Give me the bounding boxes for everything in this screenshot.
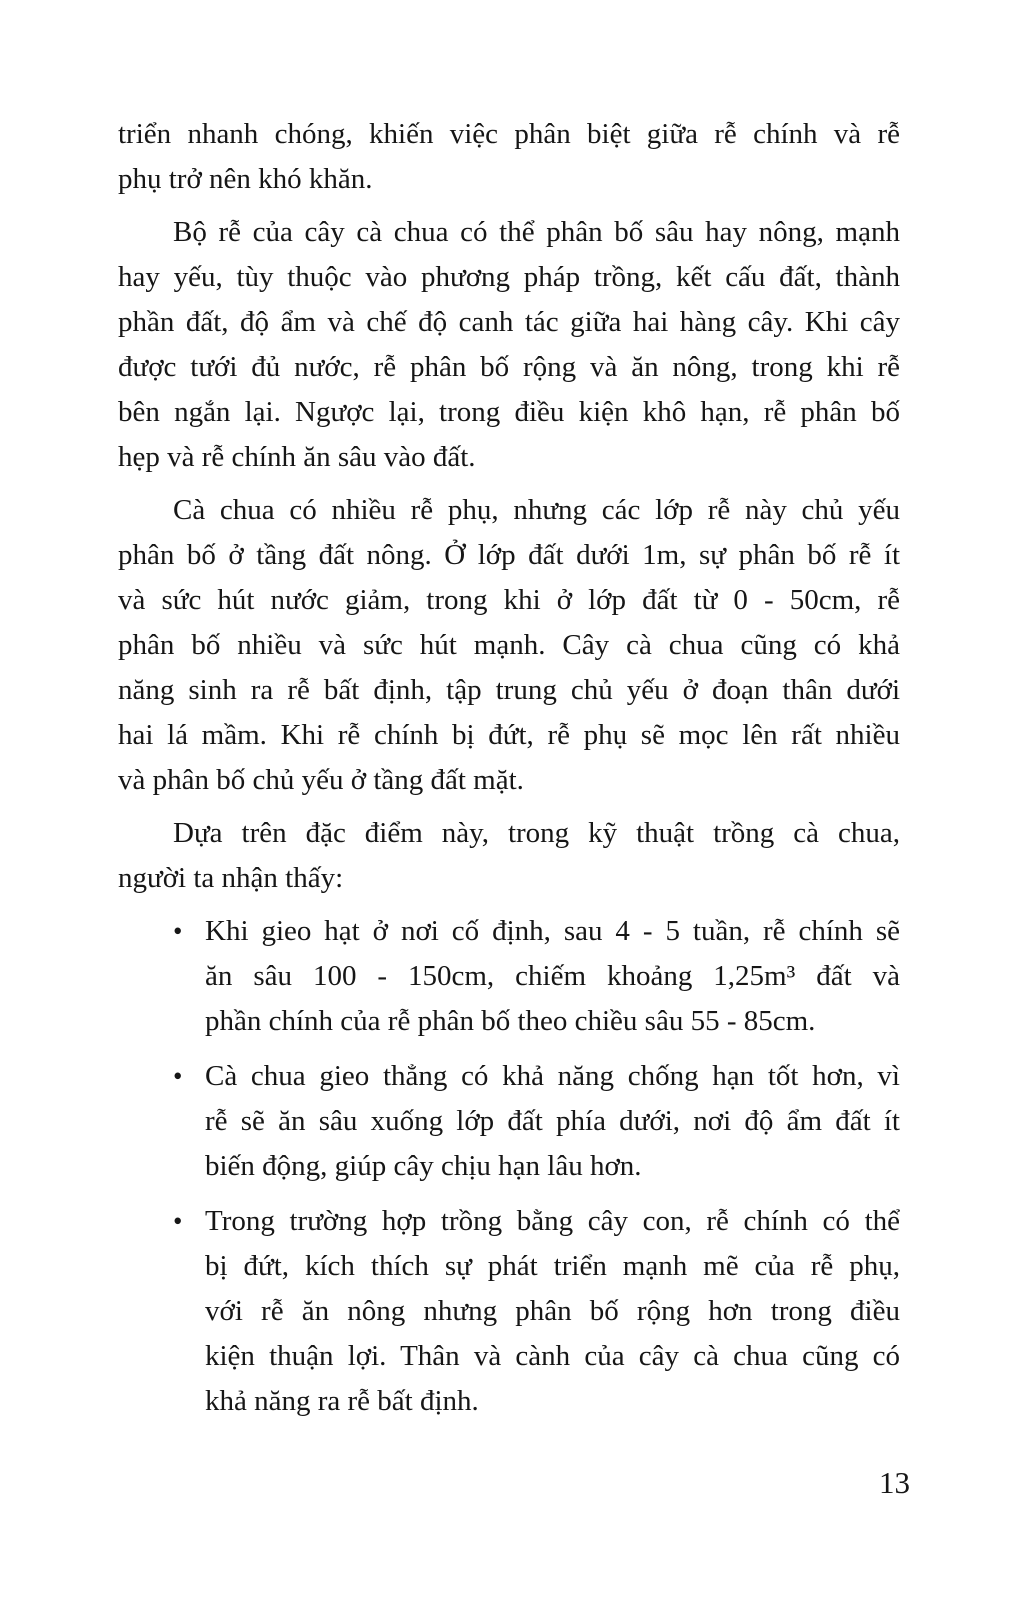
- text-line: và sức hút nước giảm, trong khi ở lớp đất từ 0 - 50cm, rễ: [118, 584, 900, 616]
- bullet-marker-icon: •: [173, 916, 183, 946]
- text-line: kiện thuận lợi. Thân và cành của cây cà chua cũng có: [205, 1340, 900, 1372]
- text-line: phần chính của rễ phân bố theo chiều sâu 55 - 85cm.: [205, 1005, 816, 1037]
- page-number: 13: [879, 1465, 910, 1500]
- text-line: Khi gieo hạt ở nơi cố định, sau 4 - 5 tuần, rễ chính sẽ: [205, 915, 900, 947]
- text-line: Dựa trên đặc điểm này, trong kỹ thuật trồng cà chua,: [173, 817, 900, 849]
- text-line: phụ trở nên khó khăn.: [118, 163, 373, 195]
- bullet-marker-icon: •: [173, 1206, 183, 1236]
- paragraph: [118, 811, 900, 901]
- text-line: ăn sâu 100 - 150cm, chiếm khoảng 1,25m³ đất và: [205, 960, 900, 992]
- bullet-list: [118, 909, 900, 1424]
- text-line: được tưới đủ nước, rễ phân bố rộng và ăn nông, trong khi rễ: [118, 351, 900, 383]
- text-line: phần đất, độ ẩm và chế độ canh tác giữa hai hàng cây. Khi cây: [118, 306, 900, 338]
- paragraph: [118, 210, 900, 480]
- text-line: triển nhanh chóng, khiến việc phân biệt giữa rễ chính và rễ: [118, 118, 900, 150]
- text-line: phân bố nhiều và sức hút mạnh. Cây cà chua cũng có khả: [118, 629, 900, 661]
- text-line: hẹp và rễ chính ăn sâu vào đất.: [118, 441, 476, 473]
- text-line: Bộ rễ của cây cà chua có thể phân bố sâu hay nông, mạnh: [173, 216, 900, 248]
- text-line: hai lá mầm. Khi rễ chính bị đứt, rễ phụ sẽ mọc lên rất nhiều: [118, 719, 900, 751]
- text-line: bị đứt, kích thích sự phát triển mạnh mẽ của rễ phụ,: [205, 1250, 900, 1282]
- bullet-item: [118, 1199, 900, 1424]
- bullet-marker-icon: •: [173, 1061, 183, 1091]
- text-line: bên ngắn lại. Ngược lại, trong điều kiện khô hạn, rễ phân bố: [118, 396, 900, 428]
- text-line: khả năng ra rễ bất định.: [205, 1385, 479, 1417]
- text-line: Cà chua gieo thẳng có khả năng chống hạn tốt hơn, vì: [205, 1060, 900, 1092]
- text-line: với rễ ăn nông nhưng phân bố rộng hơn trong điều: [205, 1295, 900, 1327]
- bullet-item: [118, 1054, 900, 1189]
- text-line: hay yếu, tùy thuộc vào phương pháp trồng, kết cấu đất, thành: [118, 261, 900, 293]
- text-line: người ta nhận thấy:: [118, 862, 344, 894]
- text-line: Cà chua có nhiều rễ phụ, nhưng các lớp rễ này chủ yếu: [173, 494, 900, 526]
- text-line: năng sinh ra rễ bất định, tập trung chủ yếu ở đoạn thân dưới: [118, 674, 900, 706]
- bullet-item: [118, 909, 900, 1044]
- paragraph: [118, 488, 900, 803]
- text-line: và phân bố chủ yếu ở tầng đất mặt.: [118, 764, 524, 796]
- text-line: phân bố ở tầng đất nông. Ở lớp đất dưới 1m, sự phân bố rễ ít: [118, 539, 900, 571]
- text-line: rễ sẽ ăn sâu xuống lớp đất phía dưới, nơi độ ẩm đất ít: [205, 1105, 900, 1137]
- text-block: [118, 112, 900, 1424]
- text-line: biến động, giúp cây chịu hạn lâu hơn.: [205, 1150, 642, 1182]
- text-line: Trong trường hợp trồng bằng cây con, rễ chính có thể: [205, 1205, 900, 1237]
- paragraph: [118, 112, 900, 202]
